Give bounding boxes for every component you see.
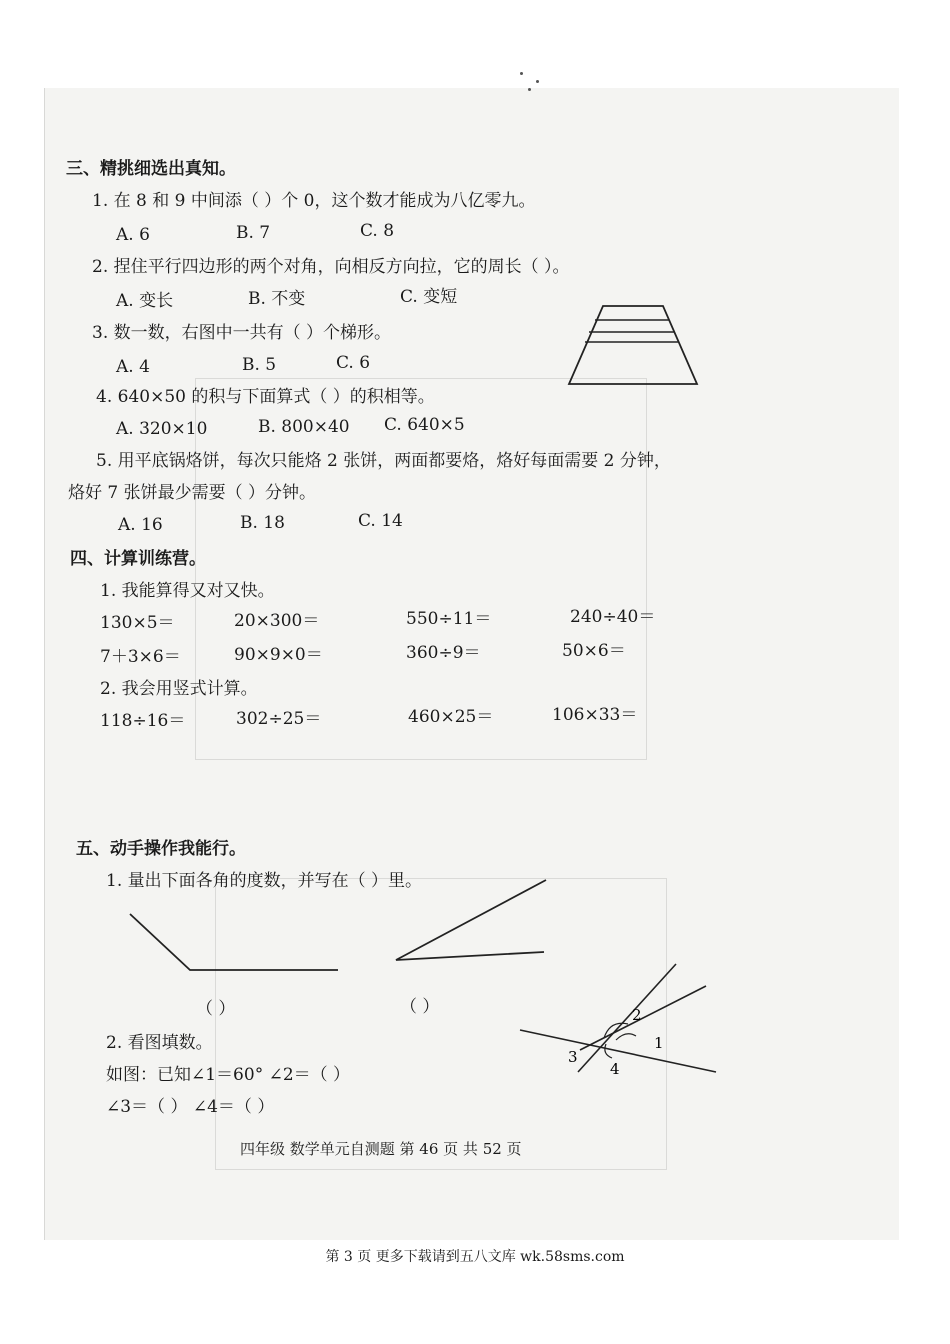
section3-title: 三、精挑细选出真知。 [66, 159, 236, 179]
q4-text: 4. 640×50 的积与下面算式（ ）的积相等。 [96, 387, 435, 407]
q1-option-c: C. 8 [360, 221, 395, 241]
q1-option-a: A. 6 [116, 225, 150, 245]
q4-option-b: B. 800×40 [258, 417, 350, 437]
q2-option-c: C. 变短 [400, 287, 458, 307]
q2-option-a: A. 变长 [116, 291, 174, 311]
q2-text: 2. 捏住平行四边形的两个对角，向相反方向拉，它的周长（ ）。 [92, 257, 570, 277]
intersecting-lines-figure [516, 960, 726, 1100]
q5-text-line1: 5. 用平底锅烙饼，每次只能烙 2 张饼，两面都要烙，烙好每面需要 2 分钟， [96, 451, 671, 471]
angle-label: 2 [632, 1006, 642, 1024]
angle-label: 4 [610, 1060, 620, 1078]
scan-speck [520, 72, 523, 75]
section4-title: 四、计算训练营。 [70, 549, 206, 569]
q4-option-a: A. 320×10 [116, 419, 208, 439]
angle2-answer-blank: （ ） [400, 997, 440, 1017]
q5-option-a: A. 16 [118, 515, 163, 535]
page-footer: 四年级 数学单元自测题 第 46 页 共 52 页 [240, 1140, 522, 1158]
section5-line2: ∠3＝（ ） ∠4＝（ ） [106, 1097, 275, 1117]
section5-title: 五、动手操作我能行。 [76, 839, 246, 859]
vertical-calc-item: 118÷16＝ [100, 711, 186, 731]
vertical-calc-item: 106×33＝ [552, 705, 638, 725]
q1-option-b: B. 7 [236, 223, 271, 243]
section4-sub1: 1. 我能算得又对又快。 [100, 581, 275, 601]
calc-item: 240÷40＝ [570, 607, 656, 627]
calc-item: 7＋3×6＝ [100, 647, 181, 667]
calc-item: 20×300＝ [234, 611, 320, 631]
q3-option-c: C. 6 [336, 353, 371, 373]
section5-sub2: 2. 看图填数。 [106, 1033, 213, 1053]
angle-figure-2 [390, 872, 560, 972]
calc-item: 130×5＝ [100, 613, 175, 633]
angle-figure-1 [110, 900, 350, 980]
scan-speck [528, 88, 531, 91]
angle1-answer-blank: （ ） [196, 999, 236, 1019]
scan-speck [536, 80, 539, 83]
site-footer: 第 3 页 更多下载请到五八文库 wk.58sms.com [325, 1249, 625, 1265]
section4-sub2: 2. 我会用竖式计算。 [100, 679, 258, 699]
calc-item: 50×6＝ [562, 641, 626, 661]
angle-label: 3 [568, 1048, 578, 1066]
q5-option-c: C. 14 [358, 511, 403, 531]
vertical-calc-item: 302÷25＝ [236, 709, 322, 729]
angle-label: 1 [654, 1034, 664, 1052]
trapezoid-figure [565, 300, 705, 390]
calc-item: 90×9×0＝ [234, 645, 323, 665]
q5-text-line2: 烙好 7 张饼最少需要（ ）分钟。 [68, 483, 317, 503]
q2-option-b: B. 不变 [248, 289, 306, 309]
q5-option-b: B. 18 [240, 513, 285, 533]
calc-item: 550÷11＝ [406, 609, 492, 629]
q3-text: 3. 数一数，右图中一共有（ ）个梯形。 [92, 323, 392, 343]
q4-option-c: C. 640×5 [384, 415, 465, 435]
calc-item: 360÷9＝ [406, 643, 481, 663]
section5-line1: 如图：已知∠1＝60° ∠2＝（ ） [106, 1065, 351, 1085]
section5-sub1: 1. 量出下面各角的度数，并写在（ ）里。 [106, 871, 423, 891]
q1-text: 1. 在 8 和 9 中间添（ ）个 0，这个数才能成为八亿零九。 [92, 191, 536, 211]
vertical-calc-item: 460×25＝ [408, 707, 494, 727]
q3-option-b: B. 5 [242, 355, 277, 375]
q3-option-a: A. 4 [116, 357, 150, 377]
